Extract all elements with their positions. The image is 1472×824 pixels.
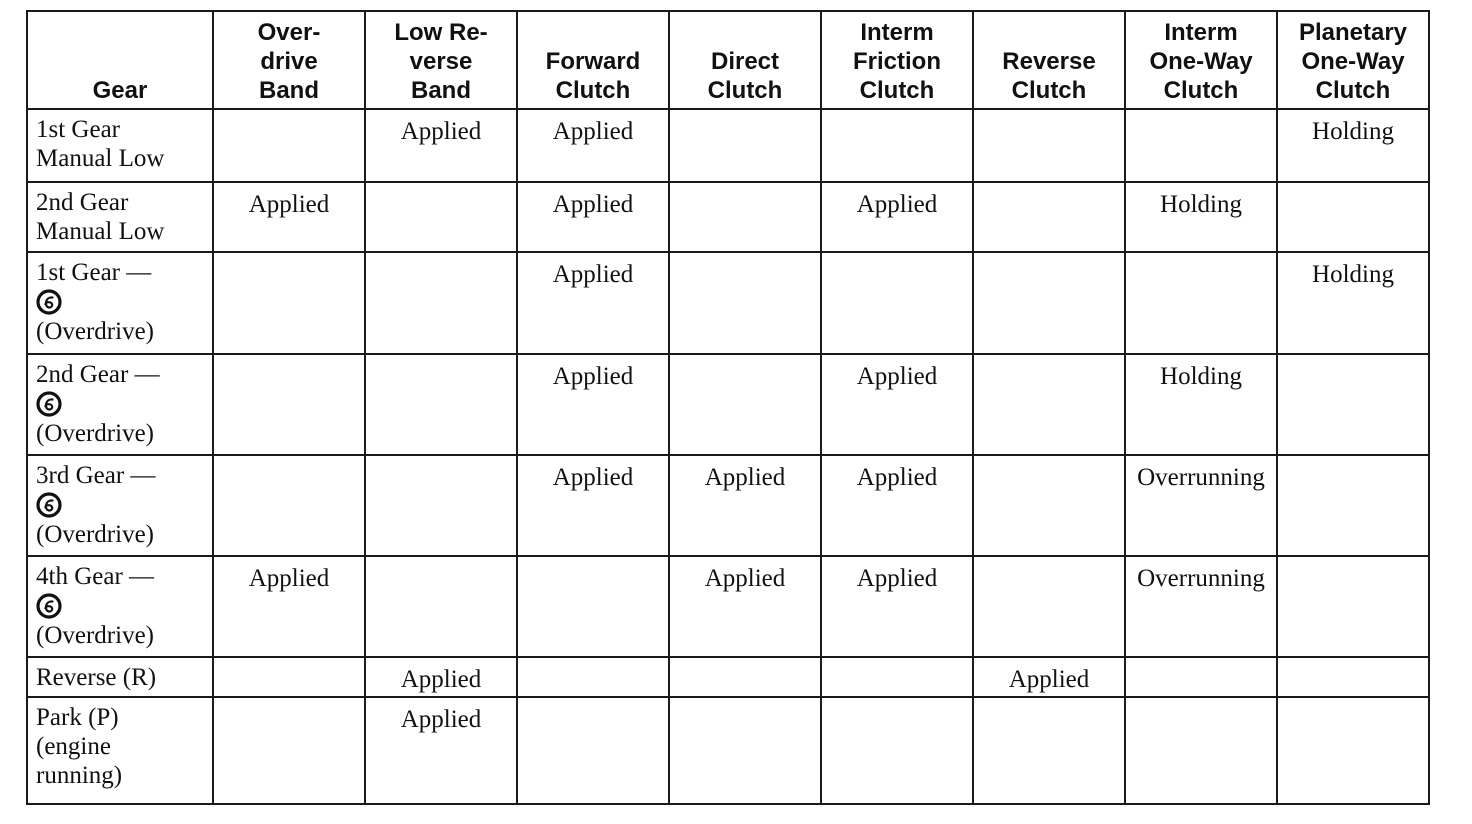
cell-low-reverse-band (365, 697, 517, 804)
cell-direct-clutch (669, 556, 821, 657)
column-header-reverse-clutch (973, 11, 1125, 109)
header-row (27, 11, 1429, 109)
gear-cell (27, 109, 213, 182)
column-header-line: Over- (257, 19, 321, 46)
gear-label-line: (Overdrive) (36, 318, 154, 345)
cell-interm-friction-clutch (821, 109, 973, 182)
cell-direct-clutch (669, 657, 821, 697)
cell-direct-clutch (669, 354, 821, 455)
cell-value: Overrunning (1137, 565, 1265, 592)
cell-value: Applied (552, 191, 634, 218)
cell-interm-one-way-clutch (1125, 657, 1277, 697)
cell-reverse-clutch (973, 252, 1125, 354)
table-row (27, 657, 1429, 697)
cell-low-reverse-band (365, 354, 517, 455)
column-header-overdrive-band (213, 11, 365, 109)
cell-value: Applied (704, 464, 786, 491)
cell-overdrive-band (213, 252, 365, 354)
gear-cell (27, 252, 213, 354)
gear-label-line: (Overdrive) (36, 420, 154, 447)
cell-planetary-one-way-clutch (1277, 354, 1429, 455)
cell-value: Applied (248, 565, 330, 592)
cell-low-reverse-band (365, 657, 517, 697)
overdrive-circle-icon (36, 490, 64, 520)
column-header-line: Interm (860, 19, 934, 46)
table-row (27, 109, 1429, 182)
gear-label-line: 1st Gear — (36, 259, 152, 286)
cell-overdrive-band (213, 556, 365, 657)
column-header-direct-clutch (669, 11, 821, 109)
gear-label-line: (Overdrive) (36, 622, 154, 649)
cell-value: Applied (856, 565, 938, 592)
table-row (27, 252, 1429, 354)
clutch-band-application-table (26, 10, 1430, 805)
column-header-line: Interm (1164, 19, 1238, 46)
cell-overdrive-band (213, 455, 365, 556)
cell-forward-clutch (517, 109, 669, 182)
gear-label-line: 2nd Gear — (36, 361, 160, 388)
column-header-line: Planetary (1298, 19, 1408, 46)
table-row (27, 182, 1429, 252)
column-header-line: Gear (92, 77, 148, 104)
column-header-gear (27, 11, 213, 109)
column-header-line: Band (411, 77, 471, 104)
cell-reverse-clutch (973, 182, 1125, 252)
gear-label-line: 4th Gear — (36, 563, 155, 590)
cell-interm-friction-clutch (821, 657, 973, 697)
cell-interm-one-way-clutch (1125, 252, 1277, 354)
table-row (27, 455, 1429, 556)
cell-overdrive-band (213, 354, 365, 455)
cell-value: Holding (1312, 118, 1394, 145)
cell-reverse-clutch (973, 455, 1125, 556)
column-header-interm-friction-clutch (821, 11, 973, 109)
column-header-line: Clutch (555, 77, 631, 104)
cell-overdrive-band (213, 657, 365, 697)
column-header-line: Forward (545, 48, 641, 75)
cell-interm-one-way-clutch (1125, 109, 1277, 182)
column-header-interm-one-way-clutch (1125, 11, 1277, 109)
cell-value: Applied (552, 363, 634, 390)
gear-label-line: (engine (36, 733, 111, 760)
table-row (27, 354, 1429, 455)
cell-direct-clutch (669, 252, 821, 354)
overdrive-circle-icon (36, 287, 64, 317)
gear-label-line: (Overdrive) (36, 521, 154, 548)
cell-value: Applied (400, 706, 482, 733)
gear-label-line: 2nd Gear (36, 189, 129, 216)
cell-planetary-one-way-clutch (1277, 657, 1429, 697)
gear-label-line: Reverse (R) (36, 664, 157, 691)
column-header-line: Band (259, 77, 319, 104)
column-header-line: One-Way (1301, 48, 1405, 75)
cell-interm-friction-clutch (821, 182, 973, 252)
cell-low-reverse-band (365, 109, 517, 182)
cell-overdrive-band (213, 182, 365, 252)
gear-label-line: running) (36, 762, 123, 789)
gear-label-line: Park (P) (36, 704, 119, 731)
table-body (27, 109, 1429, 804)
cell-interm-friction-clutch (821, 252, 973, 354)
cell-planetary-one-way-clutch (1277, 109, 1429, 182)
cell-planetary-one-way-clutch (1277, 455, 1429, 556)
column-header-low-reverse-band (365, 11, 517, 109)
cell-direct-clutch (669, 697, 821, 804)
cell-low-reverse-band (365, 556, 517, 657)
cell-value: Applied (400, 666, 482, 693)
overdrive-circle-icon (36, 591, 64, 621)
gear-label-line: 1st Gear (36, 116, 120, 143)
column-header-line: verse (409, 48, 473, 75)
cell-interm-one-way-clutch (1125, 697, 1277, 804)
column-header-line: Direct (710, 48, 780, 75)
column-header-line: Friction (853, 48, 941, 75)
table-row (27, 697, 1429, 804)
cell-value: Applied (856, 363, 938, 390)
cell-value: Holding (1312, 261, 1394, 288)
column-header-line: Reverse (1002, 48, 1096, 75)
column-header-line: Clutch (1315, 77, 1391, 104)
cell-forward-clutch (517, 697, 669, 804)
cell-reverse-clutch (973, 354, 1125, 455)
cell-direct-clutch (669, 455, 821, 556)
cell-reverse-clutch (973, 657, 1125, 697)
table-container (26, 10, 1430, 805)
column-header-line: Clutch (1163, 77, 1239, 104)
cell-value: Applied (1008, 666, 1090, 693)
cell-planetary-one-way-clutch (1277, 697, 1429, 804)
cell-value: Applied (856, 464, 938, 491)
cell-reverse-clutch (973, 109, 1125, 182)
cell-planetary-one-way-clutch (1277, 252, 1429, 354)
cell-forward-clutch (517, 657, 669, 697)
table-row (27, 556, 1429, 657)
cell-forward-clutch (517, 182, 669, 252)
cell-interm-friction-clutch (821, 354, 973, 455)
gear-cell (27, 354, 213, 455)
cell-value: Applied (552, 261, 634, 288)
overdrive-circle-icon (36, 389, 64, 419)
cell-value: Overrunning (1137, 464, 1265, 491)
column-header-line: One-Way (1149, 48, 1253, 75)
cell-forward-clutch (517, 354, 669, 455)
cell-interm-one-way-clutch (1125, 455, 1277, 556)
gear-cell (27, 455, 213, 556)
cell-forward-clutch (517, 455, 669, 556)
cell-forward-clutch (517, 252, 669, 354)
cell-reverse-clutch (973, 697, 1125, 804)
cell-value: Holding (1160, 191, 1242, 218)
column-header-line: drive (260, 48, 318, 75)
cell-planetary-one-way-clutch (1277, 556, 1429, 657)
column-header-line: Clutch (707, 77, 783, 104)
cell-value: Applied (552, 464, 634, 491)
cell-low-reverse-band (365, 252, 517, 354)
cell-reverse-clutch (973, 556, 1125, 657)
column-header-forward-clutch (517, 11, 669, 109)
gear-cell (27, 697, 213, 804)
column-header-planetary-one-way-clutch (1277, 11, 1429, 109)
column-header-line: Low Re- (394, 19, 488, 46)
gear-cell (27, 556, 213, 657)
column-header-line: Clutch (1011, 77, 1087, 104)
gear-label-line: Manual Low (36, 218, 165, 245)
gear-label-line: 3rd Gear — (36, 462, 156, 489)
cell-value: Applied (248, 191, 330, 218)
gear-cell (27, 657, 213, 697)
cell-interm-one-way-clutch (1125, 354, 1277, 455)
cell-value: Applied (856, 191, 938, 218)
gear-cell (27, 182, 213, 252)
cell-direct-clutch (669, 182, 821, 252)
cell-low-reverse-band (365, 455, 517, 556)
cell-interm-friction-clutch (821, 556, 973, 657)
cell-value: Holding (1160, 363, 1242, 390)
cell-planetary-one-way-clutch (1277, 182, 1429, 252)
column-header-line: Clutch (859, 77, 935, 104)
cell-interm-one-way-clutch (1125, 556, 1277, 657)
cell-direct-clutch (669, 109, 821, 182)
cell-forward-clutch (517, 556, 669, 657)
cell-low-reverse-band (365, 182, 517, 252)
gear-label-line: Manual Low (36, 145, 165, 172)
cell-value: Applied (704, 565, 786, 592)
cell-interm-one-way-clutch (1125, 182, 1277, 252)
cell-overdrive-band (213, 697, 365, 804)
cell-value: Applied (400, 118, 482, 145)
cell-overdrive-band (213, 109, 365, 182)
cell-value: Applied (552, 118, 634, 145)
cell-interm-friction-clutch (821, 455, 973, 556)
cell-interm-friction-clutch (821, 697, 973, 804)
